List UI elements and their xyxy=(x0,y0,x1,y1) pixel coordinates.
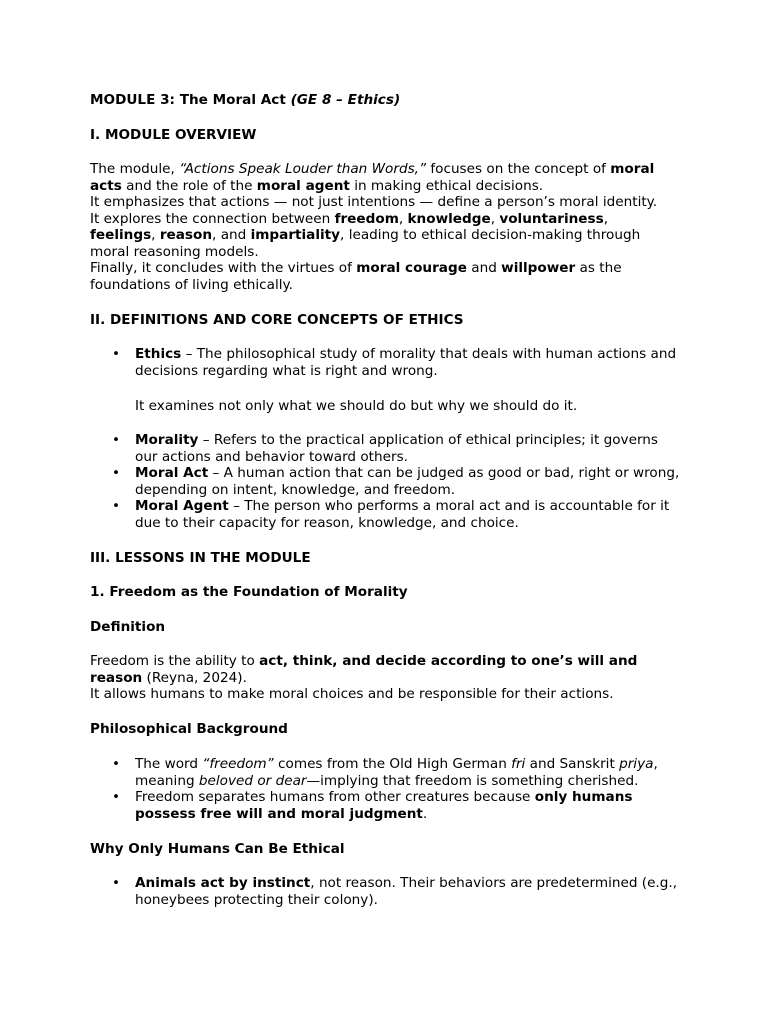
bullet-italic: fri xyxy=(511,756,526,772)
bullet-text: The word xyxy=(135,756,203,772)
overview-text: , xyxy=(398,210,408,227)
ethics-note: It examines not only what we should do but why we should do it. xyxy=(135,398,578,414)
bullet-text: —implying that freedom is something cherished. xyxy=(306,772,639,789)
overview-bold-term: willpower xyxy=(501,260,576,276)
document-title xyxy=(90,92,680,109)
bullet-italic: “freedom” xyxy=(202,756,274,772)
overview-text: , leading to ethical decision-making through moral reasoning models. xyxy=(90,227,641,260)
overview-text: in making ethical decisions. xyxy=(349,177,544,194)
overview-text: , xyxy=(603,210,609,227)
overview-text: The module, xyxy=(90,161,180,177)
overview-text: , and xyxy=(212,227,251,243)
overview-quote: “Actions Speak Louder than Words,” xyxy=(179,161,427,177)
list-item xyxy=(112,756,681,789)
bullet-bold: only humans possess free will and moral judgment xyxy=(135,789,633,822)
definition-term: Moral Agent xyxy=(135,498,229,514)
overview-text-emphasis: It emphasizes that actions — not just intentions — define a person’s moral identity. xyxy=(90,194,658,210)
overview-bold-term: feelings xyxy=(90,227,152,243)
definition-term: Morality xyxy=(135,432,199,448)
definition-body: Freedom is the ability to xyxy=(90,653,260,669)
list-item xyxy=(112,432,681,465)
bullet-text: Freedom separates humans from other creatures because xyxy=(135,789,535,805)
bullet-bold: Animals act by instinct xyxy=(135,875,311,891)
freedom-definition xyxy=(90,653,660,703)
overview-paragraph xyxy=(90,161,680,293)
bullet-italic: priya xyxy=(619,756,654,772)
definition-text: – The person who performs a moral act and is accountable for it due to their capacity for reason, knowledge, and choice. xyxy=(135,498,670,531)
overview-bold-moral-agent: moral agent xyxy=(256,177,350,194)
lesson1-title: 1. Freedom as the Foundation of Morality xyxy=(90,584,408,600)
bullet-italic: beloved or dear xyxy=(198,772,307,789)
overview-bold-term: impartiality xyxy=(250,227,341,243)
definition-text: – The philosophical study of morality that deals with human actions and decisions regarding what is right and wrong. xyxy=(135,346,677,379)
overview-heading: I. MODULE OVERVIEW xyxy=(90,127,257,143)
bullet-text: . xyxy=(422,805,428,822)
list-item xyxy=(112,498,681,531)
definition-body: It allows humans to make moral choices and be responsible for their actions. xyxy=(90,686,614,702)
bullet-text: and Sanskrit xyxy=(525,756,620,772)
overview-text: It explores the connection between xyxy=(90,210,335,227)
overview-text: and xyxy=(466,260,502,276)
philosophical-background-heading: Philosophical Background xyxy=(90,721,288,737)
overview-bold-moral-acts: moral acts xyxy=(90,161,655,194)
definition-text: – A human action that can be judged as good or bad, right or wrong, depending on intent, knowledge, and freedom. xyxy=(135,465,680,498)
freedom-definition-bold: act, think, and decide according to one’s will and reason xyxy=(90,653,638,686)
bullet-text: comes from the Old High German xyxy=(273,756,512,772)
bullet-text: , meaning xyxy=(135,756,658,789)
definition-term: Moral Act xyxy=(135,465,209,481)
overview-text: and the role of the xyxy=(121,177,257,194)
why-humans-heading: Why Only Humans Can Be Ethical xyxy=(90,841,345,857)
citation: (Reyna, 2024). xyxy=(142,669,247,686)
overview-text: focuses on the concept of xyxy=(426,161,611,177)
list-item xyxy=(112,789,681,822)
overview-text: Finally, it concludes with the virtues of xyxy=(90,260,357,276)
definitions-heading: II. DEFINITIONS AND CORE CONCEPTS OF ETHICS xyxy=(90,312,464,328)
list-item xyxy=(112,465,681,498)
title-text: MODULE 3: The Moral Act xyxy=(90,92,291,108)
definition-text: – Refers to the practical application of ethical principles; it governs our actions and behavior toward others. xyxy=(135,432,659,465)
title-subtitle: (GE 8 – Ethics) xyxy=(290,92,401,108)
overview-bold-term: freedom xyxy=(334,210,399,227)
overview-bold-term: knowledge xyxy=(407,210,491,227)
definition-term: Ethics xyxy=(135,346,182,362)
list-item xyxy=(112,875,681,908)
bullet-text: , not reason. Their behaviors are predetermined (e.g., honeybees protecting their colony). xyxy=(135,875,678,908)
overview-bold-term: reason xyxy=(159,227,213,243)
definition-subheading: Definition xyxy=(90,619,166,635)
overview-text: , xyxy=(490,210,500,227)
overview-bold-term: voluntariness xyxy=(499,210,604,227)
lessons-heading: III. LESSONS IN THE MODULE xyxy=(90,550,311,566)
overview-text: , xyxy=(151,227,160,243)
overview-text: as the foundations of living ethically. xyxy=(90,260,622,293)
overview-bold-term: moral courage xyxy=(356,260,467,276)
list-item xyxy=(112,346,681,379)
